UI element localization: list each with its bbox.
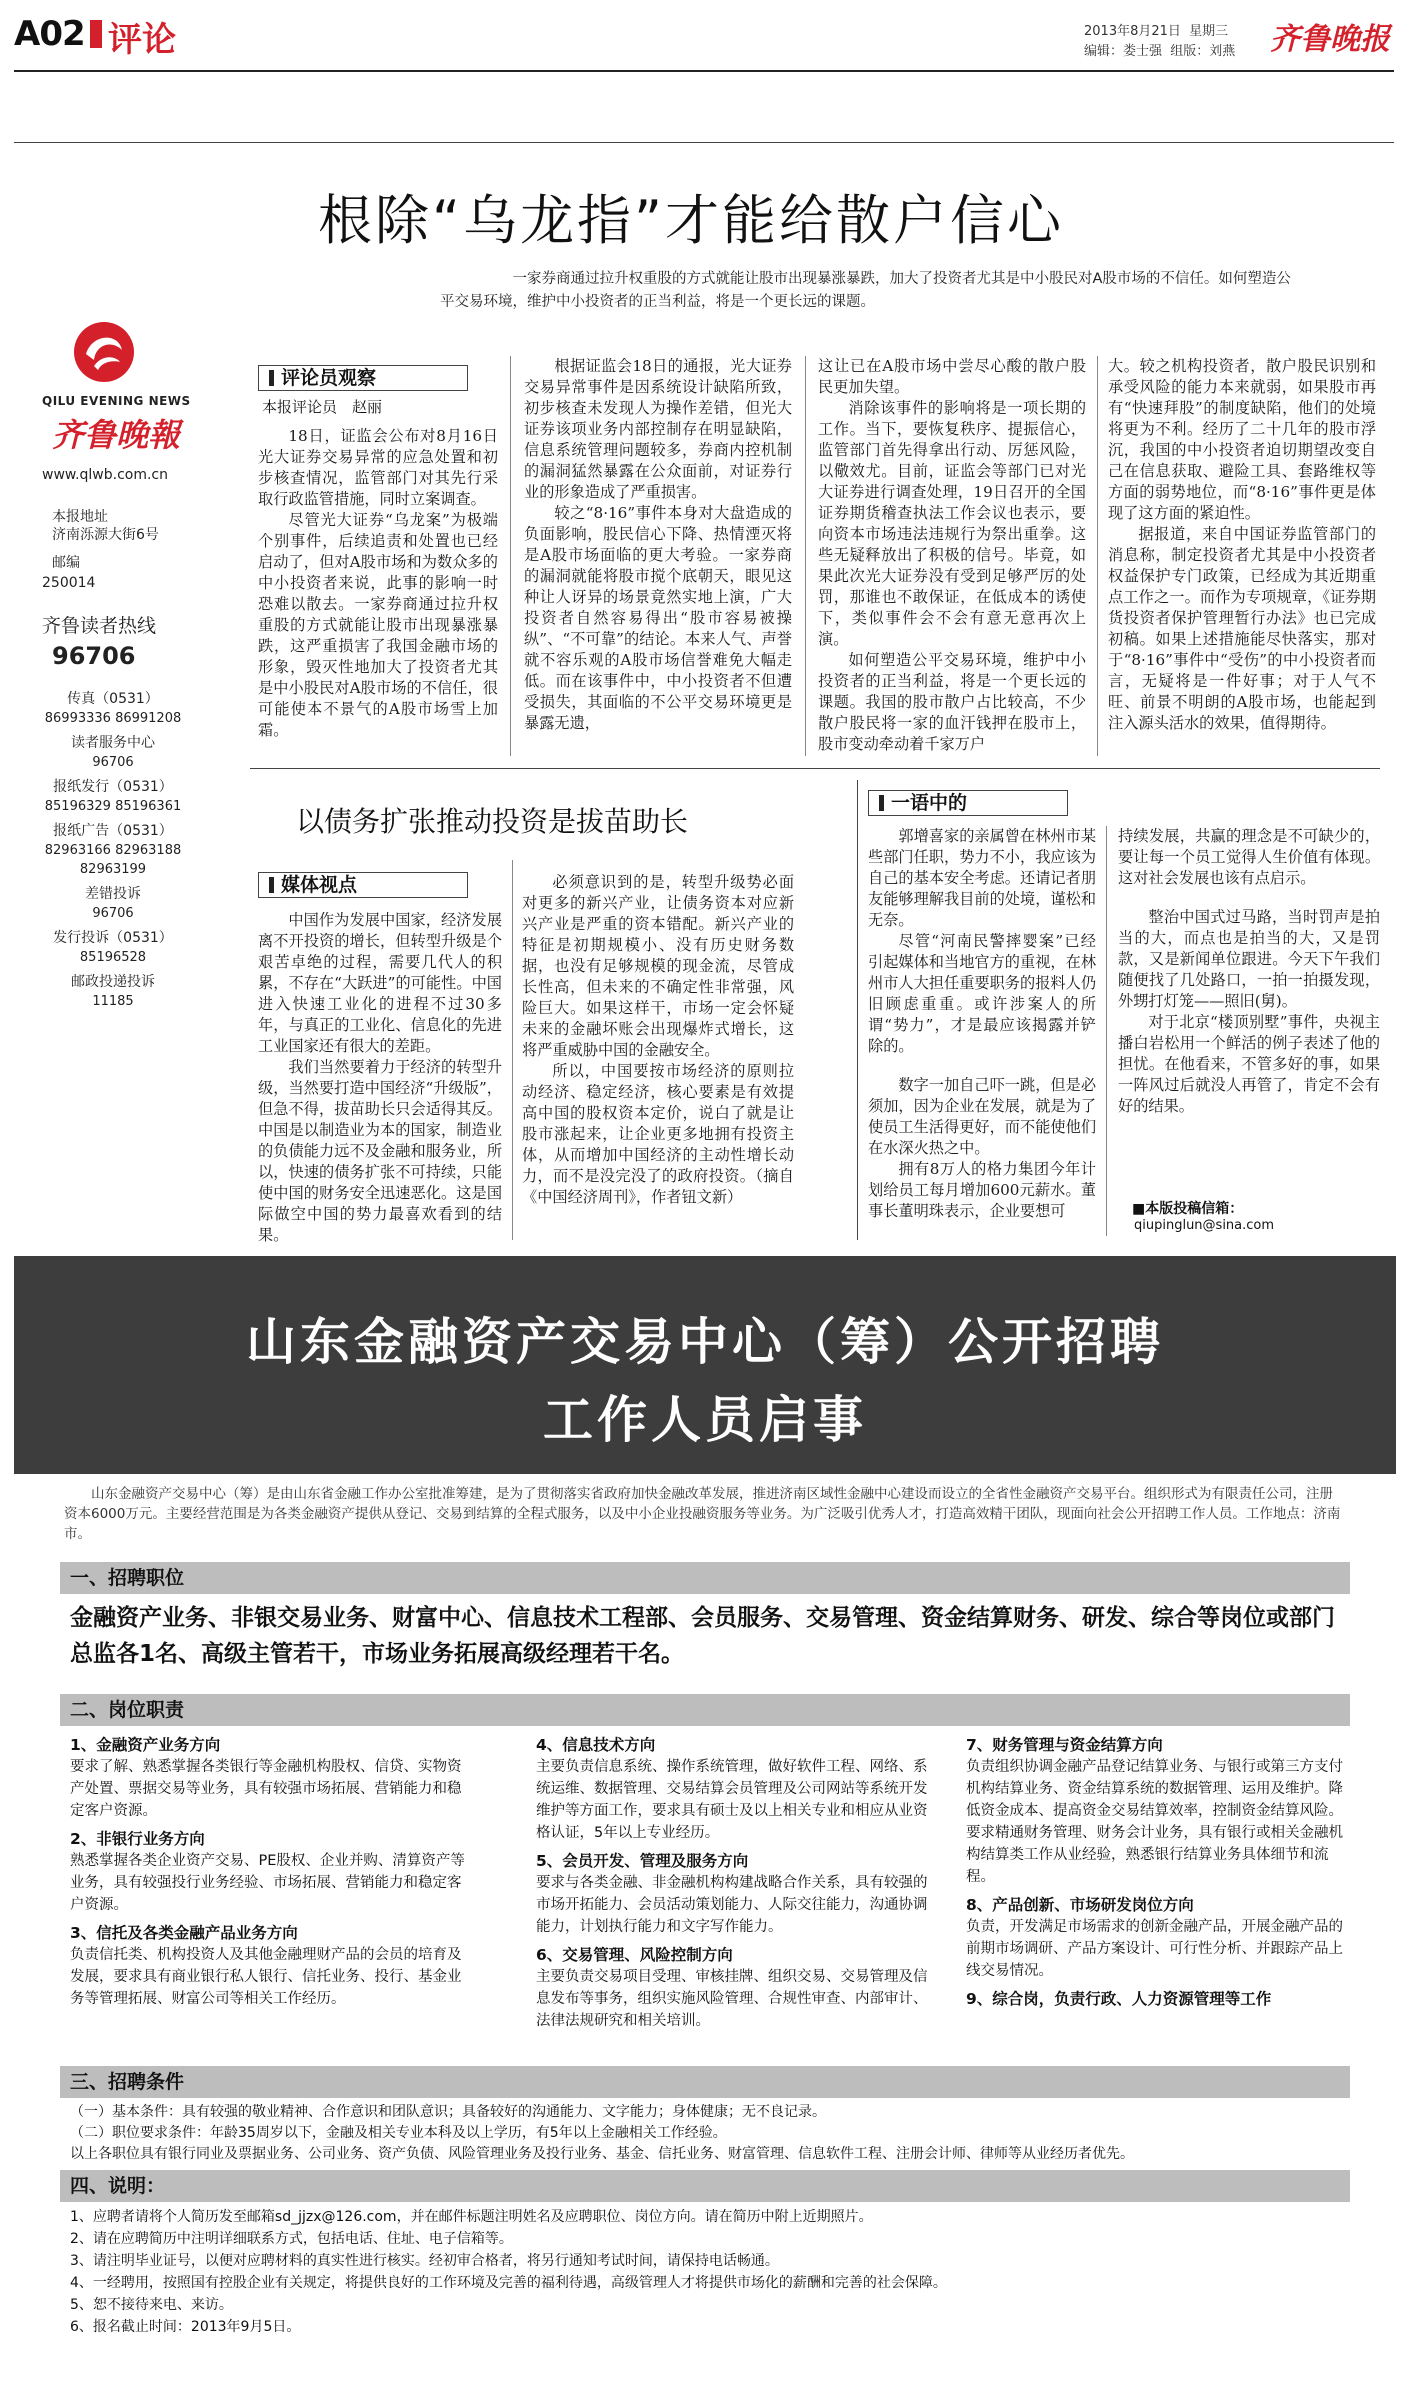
main-headline: 根除“乌龙指”才能给散户信心 (318, 189, 1064, 252)
duty-title: 2、非银行业务方向 (70, 1830, 205, 1848)
paragraph: 尽管“河南民警摔婴案”已经引起媒体和当地官方的重视，在林州市人大担任重要职务的报料人仍旧顾虑重重。或许涉案人的所谓“势力”，才是最应该揭露并铲除的。 (868, 932, 1096, 1055)
ad-conditions (70, 2102, 1350, 2165)
ad-section-duties: 二、岗位职责 (60, 1694, 1350, 1726)
second-headline: 以债务扩张推动投资是拔苗助长 (296, 805, 689, 838)
contact-item: 差错投诉 96706 (85, 886, 141, 921)
duty-title: 5、会员开发、管理及服务方向 (536, 1852, 749, 1870)
paragraph: 如何塑造公平交易环境，维护中小投资者的正当利益，将是一个更长远的课题。我国的股市散户占比较高，不少散户股民将一家的血汗钱押在股市上，股市变动牵动着千家万户 (818, 651, 1086, 753)
contact-item: 发行投诉（0531） 85196528 (53, 930, 173, 965)
paragraph: 大。较之机构投资者，散户股民识别和承受风险的能力本来就弱，如果股市再有“快速拜股”的制度缺陷，他们的处境将更为不利。经历了二十几年的股市浮沉，我国的中小投资者迫切期望改变自己在信息获取、避险工具、套路维权等方面的弱势地位，而“8·16”事件更是体现了这方面的紧迫性。 (1108, 357, 1376, 522)
paragraph: 这让已在A股市场中尝尽心酸的散户股民更加失望。 (818, 357, 1086, 396)
tag-bar-icon (269, 877, 274, 893)
duty-text: 要求与各类金融、非金融机构构建战略合作关系，具有较强的市场开拓能力、会员活动策划能力、人际交往能力，沟通协调能力，计划执行能力和文字写作能力。 (536, 1875, 928, 1935)
hotline: 96706 (52, 642, 136, 670)
duty-title: 8、产品创新、市场研发岗位方向 (966, 1896, 1194, 1914)
logo-swirl-icon (72, 320, 136, 384)
contact-item: 报纸发行（0531） 85196329 85196361 (44, 779, 182, 814)
paragraph: 拥有8万人的格力集团今年计划给员工每月增加600元薪水。董事长董明珠表示，企业要想可 (868, 1160, 1096, 1220)
second-col-2 (522, 872, 794, 1208)
divider-h1 (250, 768, 1380, 769)
paragraph: 我们当然要着力于经济的转型升级，当然要打造中国经济“升级版”，但急不得，拔苗助长只会适得其反。中国是以制造业为本的国家，制造业的负债能力远不及金融和服务业，所以，快速的债务扩张不可持续，只能使中国的财务安全迅速恶化。这是国际做空中国的势力最喜欢看到的结果。 (258, 1058, 502, 1244)
duty-text: 主要负责交易项目受理、审核挂牌、组织交易、交易管理及信息发布等事务，组织实施风险管理、合规性审查、内部审计、法律法规研究和相关培训。 (536, 1969, 928, 2029)
duty-title: 6、交易管理、风险控制方向 (536, 1946, 733, 1964)
quote-tag: 一语中的 (868, 790, 1068, 816)
main-col-3 (818, 356, 1086, 755)
weekday: 星期三 (1189, 24, 1229, 39)
third-col-1 (868, 826, 1096, 1222)
paragraph: 据报道，来自中国证券监管部门的消息称，制定投资者尤其是中小投资者权益保护专门政策，已经成为其近期重点工作之一。而作为专项规章，《证券期货投资者保护管理暂行办法》也已完成初稿。如果上述措施能尽快落实，那对于“8·16”事件中“受伤”的中小投资者而言，无疑将是一件好事；对于人气不旺、前景不明朗的A股市场，也能起到注入源头活水的效果，值得期待。 (1108, 525, 1376, 732)
tag-bar-icon (879, 795, 884, 811)
tag-bar-icon (269, 370, 274, 386)
duties-col-1 (70, 1734, 470, 2010)
note-item: 5、恕不接待来电、来访。 (70, 2297, 233, 2313)
divider-v1 (510, 356, 511, 756)
paragraph: 持续发展，共赢的理念是不可缺少的，要让每一个员工觉得人生价值有体现。这对社会发展也该有点启示。 (1118, 827, 1380, 887)
duty-title: 7、财务管理与资金结算方向 (966, 1736, 1163, 1754)
condition-item: （一）基本条件：具有较强的敬业精神、合作意识和团队意识；具备较好的沟通能力、文字能力；身体健康；无不良记录。 (70, 2104, 826, 2120)
commentary-tag: 评论员观察 (258, 365, 468, 391)
note-item: 1、应聘者请将个人简历发至邮箱sd_jjzx@126.com，并在邮件标题注明姓名及应聘职位、岗位方向。请在简历中附上近期照片。 (70, 2209, 873, 2225)
second-col-1 (258, 910, 502, 1246)
duty-title: 9、综合岗，负责行政、人力资源管理等工作 (966, 1990, 1272, 2008)
media-tag: 媒体视点 (258, 872, 468, 898)
contacts (38, 690, 188, 1017)
note-item: 3、请注明毕业证号，以便对应聘材料的真实性进行核实。经初审合格者，将另行通知考试时间，请保持电话畅通。 (70, 2253, 779, 2269)
ad-section-conditions: 三、招聘条件 (60, 2066, 1350, 2098)
sidebar-rule (14, 142, 1394, 143)
note-item: 4、一经聘用，按照国有控股企业有关规定，将提供良好的工作环境及完善的福利待遇，高级管理人才将提供市场化的薪酬和完善的社会保障。 (70, 2275, 947, 2291)
logo-mark (72, 320, 136, 384)
paragraph: 根据证监会18日的通报，光大证券交易异常事件是因系统设计缺陷所致，初步核查未发现人为操作差错，但光大证券该项业务内部控制存在明显缺陷，信息系统管理问题较多，券商内控机制的漏洞猛然暴露在公众面前，对证券行业的形象造成了严重损害。 (524, 357, 792, 501)
main-col-2 (524, 356, 792, 734)
duty-text: 负责组织协调金融产品登记结算业务、与银行或第三方支付机构结算业务、资金结算系统的数据管理、运用及维护。降低资金成本、提高资金交易结算效率，控制资金结算风险。 要求精通财务管理、财务会计业务，具有银行或相关金融机构结算类工作从业经验，熟悉银行结算业务具体细节和流程。 (966, 1759, 1343, 1885)
header-rule (14, 70, 1394, 72)
header-date (1084, 20, 1228, 39)
paragraph: 整治中国式过马路，当时罚声是拍当的大，而点也是拍当的大，又是罚款，又是新闻单位跟进。今天下午我们随便找了几处路口，一拍一拍摄发现，外甥打灯笼——照旧(舅)。 (1118, 908, 1380, 1010)
note-item: 6、报名截止时间：2013年9月5日。 (70, 2319, 301, 2335)
brand-english: QILU EVENING NEWS (42, 394, 191, 408)
layout-editor: 组版：刘燕 (1170, 44, 1236, 59)
contact-item: 邮政投递投诉 11185 (71, 974, 155, 1009)
page-header (0, 0, 1409, 78)
paragraph: 中国作为发展中国家，经济发展离不开投资的增长，但转型升级是个艰苦卓绝的过程，需要几代人的积累，不存在“大跃进”的可能性。中国进入快速工业化的进程不过30多年，与真正的工业化、信息化的先进工业国家还有很大的差距。 (258, 911, 502, 1055)
paragraph: 尽管光大证券“乌龙案”为极端个别事件，后续追责和处置也已经启动了，但对A股市场和为数众多的中小投资者来说，此事的影响一时恐难以散去。一家券商通过拉升权重股的方式就能让股市出现暴涨暴跌，这严重损害了我国金融市场的形象，毁灭性地加大了投资者尤其是中小股民对A股市场的不信任，很可能使本不景气的A股市场雪上加霜。 (258, 511, 498, 739)
ad-positions: 金融资产业务、非银交易业务、财富中心、信息技术工程部、会员服务、交易管理、资金结算财务、研发、综合等岗位或部门总监各1名、高级主管若干，市场业务拓展高级经理若干名。 (70, 1605, 1335, 1667)
address: 济南泺源大街6号 (52, 527, 159, 543)
duties-col-3 (966, 1734, 1350, 2010)
third-col-2 (1118, 826, 1380, 1117)
paragraph: 18日，证监会公布对8月16日光大证券交易异常的应急处置和初步核查情况，监管部门对其先行采取行政监管措施，同时立案调查。 (258, 427, 498, 508)
contact-item: 传真（0531） 86993336 86991208 (44, 691, 182, 726)
header-editors (1084, 40, 1235, 59)
duty-title: 3、信托及各类金融产品业务方向 (70, 1924, 298, 1942)
ad-intro: 山东金融资产交易中心（筹）是由山东省金融工作办公室批准筹建，是为了贯彻落实省政府加快金融改革发展，推进济南区域性金融中心建设而设立的全省性金融资产交易平台。组织形式为有限责任公司，注册资本6000万元。主要经营范围是为各类金融资产提供从登记、交易到结算的全程式服务，以及中小企业投融资服务等业务。为广泛吸引优秀人才，打造高效精干团队，现面向社会公开招聘工作人员。工作地点：济南市。 (64, 1486, 1341, 1542)
paragraph: 所以，中国要按市场经济的原则拉动经济、稳定经济，核心要素是有效提高中国的股权资本定价，说白了就是让股市涨起来，让企业更多地拥有投资主体，从而增加中国经济的主动性增长动力，而不是没完没了的政府投资。（摘自《中国经济周刊》，作者钮文新） (522, 1062, 794, 1206)
main-byline: 本报评论员 赵丽 (262, 398, 383, 416)
paragraph: 消除该事件的影响将是一项长期的工作。当下，要恢复秩序、提振信心，监管部门首先得拿出行动、厉惩风险，以儆效尤。目前，证监会等部门已对光大证券进行调查处理，19日召开的全国证券期货稽查执法工作会议也表示，要向资本市场违法违规行为祭出重拳。这些无疑释放出了积极的信号。毕竟，如果此次光大证券没有受到足够严厉的处罚，那谁也不敢保证，在低成本的诱使下，类似事件会不会有意无意再次上演。 (818, 399, 1086, 648)
paragraph: 必须意识到的是，转型升级势必面对更多的新兴产业，让债务资本对应新兴产业是严重的资本错配。新兴产业的特征是初期规模小、没有历史财务数据，也没有足够规模的现金流，尽管成长性高，但未来的不确定性非常强，风险巨大。如果这样干，市场一定会怀疑未来的金融坏账会出现爆炸式增长，这将严重威胁中国的金融安全。 (522, 873, 794, 1059)
paragraph: 数字一加自己吓一跳，但是必须加，因为企业在发展，就是为了使员工生活得更好，而不能使他们在水深火热之中。 (868, 1076, 1096, 1157)
divider-v2 (805, 356, 806, 756)
divider-v4 (512, 860, 513, 1240)
condition-item: （二）职位要求条件：年龄35周岁以下，金融及相关专业本科及以上学历，有5年以上金融相关工作经验。 (70, 2125, 727, 2141)
quote-separator (868, 1057, 1096, 1075)
contribution-label: ■本版投稿信箱： (1132, 1201, 1244, 1217)
paragraph: 对于北京“楼顶别墅”事件，央视主播白岩松用一个鲜活的例子表述了他的担忧。在他看来，不管多好的事，如果一阵风过后就没人再管了，肯定不会有好的结果。 (1118, 1013, 1380, 1115)
paragraph: 较之“8·16”事件本身对大盘造成的负面影响，股民信心下降、热情湮灭将是A股市场面临的更大考验。一家券商的漏洞就能将股市搅个底朝天，眼见这种让人讶异的场景竟然实地上演，广大投资者自然容易得出“股市容易被操纵”、“不可靠”的结论。本来人气、声誉就不容乐观的A股市场信誉难免大幅走低。而在该事件中，中小投资者不但遭受损失，其面临的不公平交易环境更是暴露无遗， (524, 504, 792, 732)
website: www.qlwb.com.cn (42, 467, 168, 483)
duty-text: 熟悉掌握各类企业资产交易、PE股权、企业并购、清算资产等业务，具有较强投行业务经验、市场拓展、营销能力和稳定客户资源。 (70, 1853, 465, 1913)
duties-col-2 (536, 1734, 936, 2032)
ad-title-1: 山东金融资产交易中心（筹）公开招聘 (246, 1313, 1164, 1371)
ad-section-positions: 一、招聘职位 (60, 1562, 1350, 1594)
note-item: 2、请在应聘简历中注明详细联系方式，包括电话、住址、电子信箱等。 (70, 2231, 513, 2247)
contact-item: 报纸广告（0531） 82963166 82963188 82963199 (44, 823, 182, 877)
divider-v6 (1106, 826, 1107, 1236)
duty-text: 负责信托类、机构投资人及其他金融理财产品的会员的培育及发展，要求具有商业银行私人银行、信托业务、投行、基金业务等管理拓展、财富公司等相关工作经历。 (70, 1947, 462, 2007)
postcode: 250014 (42, 575, 96, 591)
main-col-1 (258, 426, 498, 741)
duty-title: 1、金融资产业务方向 (70, 1736, 221, 1754)
condition-item: 以上各职位具有银行同业及票据业务、公司业务、资产负债、风险管理业务及投行业务、基金、信托业务、财富管理、信息软件工程、注册会计师、律师等从业经历者优先。 (70, 2146, 1134, 2162)
main-col-4 (1108, 356, 1376, 734)
section-name: 评论 (108, 20, 176, 60)
duty-text: 主要负责信息系统、操作系统管理，做好软件工程、网络、系统运维、数据管理、交易结算会员管理及公司网站等系统开发维护等方面工作，要求具有硕士及以上相关专业和相应从业资格认证，5年以上专业经历。 (536, 1759, 928, 1841)
page-code: A02 (14, 14, 85, 54)
postcode-label: 邮编 (52, 555, 80, 571)
ad-notes (70, 2206, 1350, 2338)
header-brand: 齐鲁晚报 (1270, 22, 1390, 57)
editor: 编辑：娄士强 (1084, 44, 1163, 59)
brand-chinese: 齐鲁晚報 (52, 416, 181, 454)
section-marker (90, 20, 102, 48)
divider-v5 (857, 780, 858, 1240)
duty-title: 4、信息技术方向 (536, 1736, 656, 1754)
paragraph: 郭增喜家的亲属曾在林州市某些部门任职，势力不小，我应该为自己的基本安全考虑。还请记者朋友能够理解我目前的处境，谨松和无奈。 (868, 827, 1096, 929)
date: 2013年8月21日 (1084, 24, 1181, 39)
hotline-label: 齐鲁读者热线 (42, 615, 157, 637)
ad-section-notes: 四、说明： (60, 2170, 1350, 2202)
duty-text: 负责，开发满足市场需求的创新金融产品，开展金融产品的前期市场调研、产品方案设计、可行性分析、并跟踪产品上线交易情况。 (966, 1919, 1343, 1979)
duty-text: 要求了解、熟悉掌握各类银行等金融机构股权、信贷、实物资产处置、票据交易等业务，具有较强市场拓展、营销能力和稳定客户资源。 (70, 1759, 462, 1819)
divider-v3 (1097, 356, 1098, 756)
address-label: 本报地址 (52, 509, 108, 525)
contact-item: 读者服务中心 96706 (71, 735, 155, 770)
contribution-email: qiupinglun@sina.com (1134, 1218, 1275, 1233)
ad-title-2: 工作人员启事 (543, 1391, 867, 1449)
main-deck: 一家券商通过拉升权重股的方式就能让股市出现暴涨暴跌，加大了投资者尤其是中小股民对A股市场的不信任。如何塑造公平交易环境，维护中小投资者的正当利益，将是一个更长远的课题。 (440, 271, 1291, 310)
